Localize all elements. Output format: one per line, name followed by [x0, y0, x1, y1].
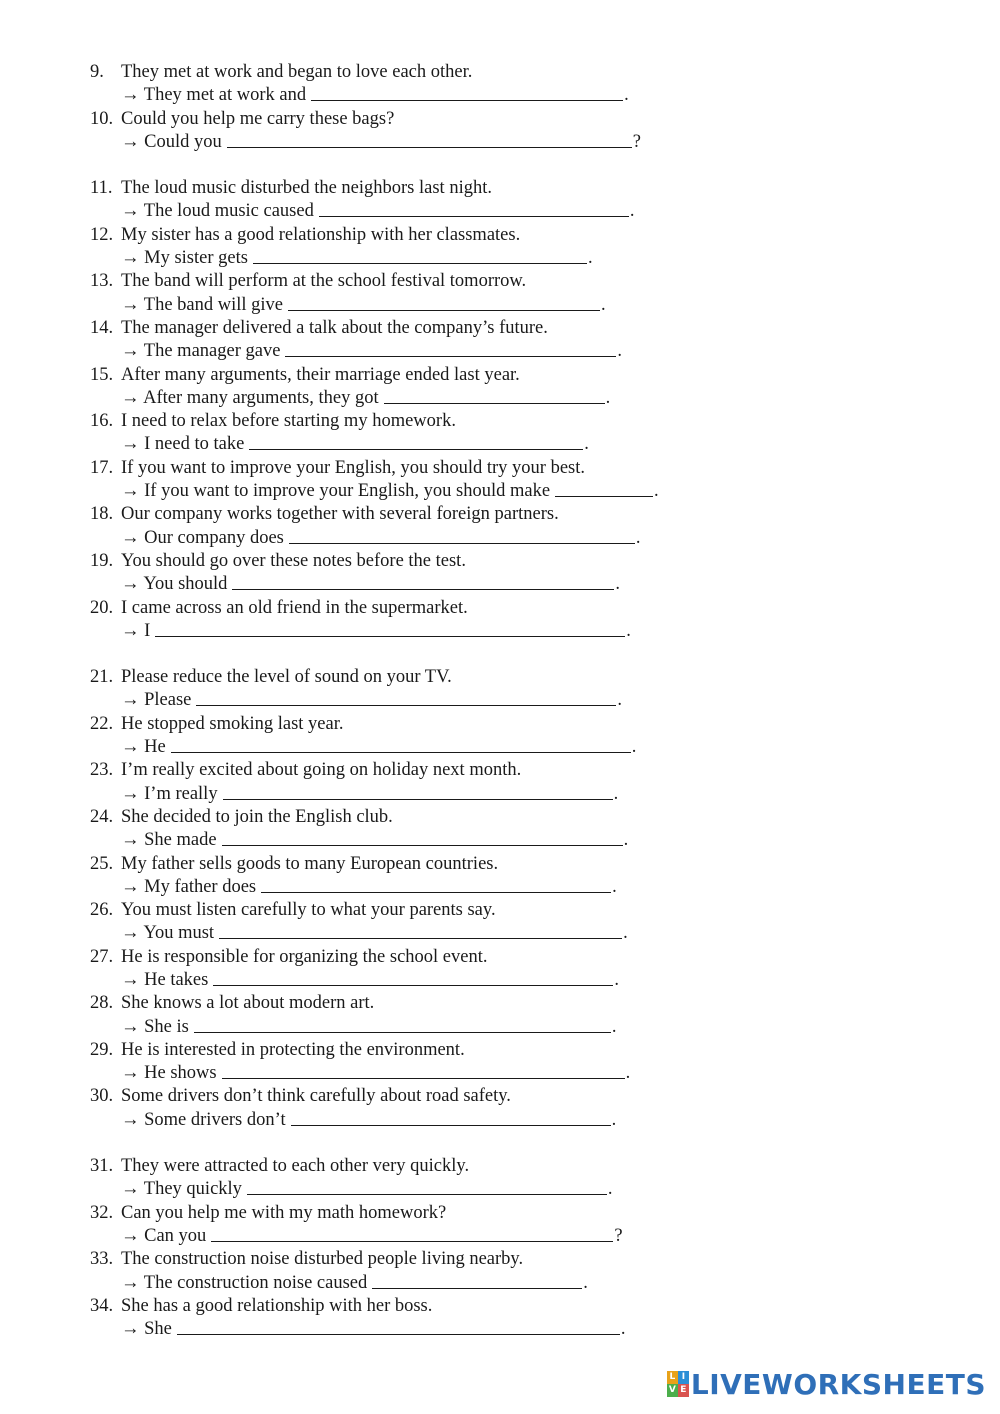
answer-end-mark: ?: [614, 1225, 623, 1246]
answer-prompt: → You should: [121, 574, 228, 595]
question-number: 32.: [90, 1202, 114, 1223]
question-item: [90, 853, 790, 900]
question-number: 26.: [90, 900, 114, 921]
answer-end-mark: .: [583, 1272, 588, 1293]
answer-blank[interactable]: [289, 528, 635, 544]
answer-prompt: → I need to take: [121, 434, 245, 455]
answer-blank[interactable]: [232, 574, 614, 590]
answer-prompt: → I’m really: [121, 783, 218, 804]
answer-blank[interactable]: [372, 1273, 582, 1289]
answer-blank[interactable]: [227, 132, 632, 148]
question-number: 27.: [90, 946, 114, 967]
liveworksheets-logo-icon: [667, 1371, 689, 1397]
answer-prompt: → Can you: [121, 1225, 207, 1246]
answer-blank[interactable]: [155, 621, 625, 637]
question-text: She knows a lot about modern art.: [121, 993, 375, 1014]
question-item: [90, 1248, 790, 1295]
answer-end-mark: .: [613, 783, 619, 804]
answer-prompt: → The construction noise caused: [121, 1272, 368, 1293]
question-item: [90, 1039, 790, 1086]
question-number: 25.: [90, 853, 114, 874]
liveworksheets-logo[interactable]: [667, 1364, 986, 1404]
question-number: 17.: [90, 457, 114, 478]
answer-end-mark: .: [631, 737, 637, 758]
answer-blank[interactable]: [213, 970, 613, 986]
question-item: [90, 992, 790, 1039]
answer-blank[interactable]: [285, 341, 616, 357]
question-item: [90, 597, 790, 644]
question-text: The manager delivered a talk about the company’s future.: [121, 317, 548, 338]
question-text: He is interested in protecting the environment.: [121, 1039, 465, 1060]
question-item: [90, 946, 790, 993]
logo-letter: L: [667, 1371, 678, 1384]
question-text: They were attracted to each other very quickly.: [121, 1156, 470, 1177]
logo-text: LIVEWORKSHEETS: [690, 1367, 986, 1401]
answer-end-mark: .: [611, 1016, 617, 1037]
answer-prompt: → He takes: [121, 969, 209, 990]
answer-prompt: → My father does: [121, 876, 257, 897]
answer-end-mark: .: [617, 341, 623, 362]
answer-blank[interactable]: [223, 784, 613, 800]
question-text: I came across an old friend in the supermarket.: [121, 597, 468, 618]
answer-end-mark: .: [654, 481, 659, 502]
answer-end-mark: .: [635, 527, 641, 548]
worksheet: [90, 61, 790, 1341]
question-number: 18.: [90, 504, 114, 525]
answer-prompt: → Some drivers don’t: [121, 1109, 286, 1130]
question-text: After many arguments, their marriage ended last year.: [121, 364, 520, 385]
question-number: 28.: [90, 993, 114, 1014]
question-number: 12.: [90, 224, 114, 245]
answer-prompt: → The manager gave: [121, 341, 281, 362]
question-number: 29.: [90, 1039, 114, 1060]
answer-end-mark: .: [612, 876, 617, 897]
answer-end-mark: .: [623, 923, 628, 944]
question-item: [90, 224, 790, 271]
answer-blank[interactable]: [261, 877, 611, 893]
answer-prompt: → I: [121, 620, 151, 641]
answer-blank[interactable]: [384, 388, 605, 404]
question-number: 21.: [90, 667, 114, 688]
answer-end-mark: .: [620, 1319, 626, 1340]
question-number: 15.: [90, 364, 114, 385]
answer-end-mark: .: [623, 830, 629, 851]
answer-blank[interactable]: [177, 1319, 620, 1335]
question-item: [90, 806, 790, 853]
answer-blank[interactable]: [222, 1063, 625, 1079]
question-number: 19.: [90, 550, 114, 571]
answer-end-mark: .: [617, 690, 623, 711]
question-text: The loud music disturbed the neighbors last night.: [121, 178, 492, 199]
question-text: If you want to improve your English, you should try your best.: [121, 457, 585, 478]
question-number: 20.: [90, 597, 114, 618]
question-number: 24.: [90, 806, 114, 827]
question-number: 11.: [90, 178, 113, 199]
question-group: [90, 177, 790, 643]
question-item: [90, 317, 790, 364]
question-number: 31.: [90, 1156, 114, 1177]
logo-letter: E: [678, 1384, 689, 1397]
question-group: [90, 666, 790, 1132]
question-text: The construction noise disturbed people living nearby.: [121, 1249, 524, 1270]
answer-blank[interactable]: [253, 248, 587, 264]
question-text: Some drivers don’t think carefully about road safety.: [121, 1086, 511, 1107]
answer-prompt: → Our company does: [121, 527, 284, 548]
answer-end-mark: ?: [632, 131, 641, 152]
answer-blank[interactable]: [171, 737, 631, 753]
question-text: I’m really excited about going on holiday next month.: [121, 760, 522, 781]
answer-prompt: → She made: [121, 830, 217, 851]
question-text: My sister has a good relationship with her classmates.: [121, 224, 521, 245]
question-number: 30.: [90, 1086, 114, 1107]
answer-prompt: → She: [121, 1319, 172, 1340]
answer-blank[interactable]: [555, 481, 653, 497]
question-item: [90, 666, 790, 713]
answer-blank[interactable]: [288, 295, 600, 311]
answer-end-mark: .: [614, 969, 619, 990]
question-text: He stopped smoking last year.: [121, 713, 344, 734]
answer-end-mark: .: [607, 1179, 613, 1200]
answer-blank[interactable]: [249, 434, 583, 450]
question-item: [90, 1295, 790, 1342]
question-item: [90, 410, 790, 457]
answer-end-mark: .: [625, 1063, 631, 1084]
answer-end-mark: .: [626, 620, 631, 641]
answer-prompt: → Please: [121, 690, 192, 711]
answer-prompt: → He shows: [121, 1063, 217, 1084]
answer-end-mark: .: [611, 1109, 617, 1130]
answer-end-mark: .: [601, 294, 606, 315]
answer-prompt: → She is: [121, 1016, 189, 1037]
question-text: He is responsible for organizing the school event.: [121, 946, 488, 967]
answer-blank[interactable]: [291, 1110, 611, 1126]
question-number: 33.: [90, 1249, 114, 1270]
question-item: [90, 1155, 790, 1202]
question-text: Please reduce the level of sound on your TV.: [121, 667, 452, 688]
answer-prompt: → The loud music caused: [121, 201, 314, 222]
answer-prompt: → The band will give: [121, 294, 284, 315]
answer-prompt: → After many arguments, they got: [121, 387, 379, 408]
question-item: [90, 899, 790, 946]
question-text: Our company works together with several foreign partners.: [121, 504, 559, 525]
question-text: She has a good relationship with her boss.: [121, 1295, 433, 1316]
question-item: [90, 177, 790, 224]
question-number: 34.: [90, 1295, 114, 1316]
question-text: She decided to join the English club.: [121, 806, 393, 827]
logo-letter: V: [667, 1384, 678, 1397]
answer-blank[interactable]: [219, 923, 622, 939]
question-number: 23.: [90, 760, 114, 781]
question-text: You must listen carefully to what your parents say.: [121, 900, 496, 921]
answer-prompt: → You must: [121, 923, 215, 944]
question-text: The band will perform at the school festival tomorrow.: [121, 271, 527, 292]
answer-blank[interactable]: [311, 85, 623, 101]
answer-end-mark: .: [605, 387, 611, 408]
answer-end-mark: .: [587, 248, 593, 269]
answer-end-mark: .: [624, 85, 629, 106]
question-text: My father sells goods to many European countries.: [121, 853, 499, 874]
answer-prompt: → If you want to improve your English, you should make: [121, 481, 551, 502]
answer-blank[interactable]: [196, 690, 616, 706]
question-item: [90, 550, 790, 597]
answer-blank[interactable]: [222, 830, 623, 846]
question-item: [90, 713, 790, 760]
question-number: 13.: [90, 271, 114, 292]
question-item: [90, 61, 790, 108]
answer-end-mark: .: [629, 201, 635, 222]
answer-blank[interactable]: [211, 1226, 613, 1242]
answer-prompt: → My sister gets: [121, 248, 248, 269]
answer-blank[interactable]: [319, 201, 629, 217]
answer-blank[interactable]: [247, 1179, 607, 1195]
question-text: Can you help me with my math homework?: [121, 1202, 447, 1223]
question-text: Could you help me carry these bags?: [121, 108, 395, 129]
answer-prompt: → They quickly: [121, 1179, 242, 1200]
logo-letter: I: [678, 1371, 689, 1384]
question-number: 10.: [90, 108, 114, 129]
answer-prompt: → They met at work and: [121, 85, 307, 106]
question-item: [90, 457, 790, 504]
question-group: [90, 1155, 790, 1341]
question-item: [90, 759, 790, 806]
question-item: [90, 1085, 790, 1132]
question-number: 16.: [90, 411, 114, 432]
question-item: [90, 270, 790, 317]
answer-blank[interactable]: [194, 1017, 611, 1033]
question-item: [90, 364, 790, 411]
question-group: [90, 61, 790, 154]
question-item: [90, 503, 790, 550]
answer-end-mark: .: [584, 434, 589, 455]
answer-prompt: → Could you: [121, 131, 222, 152]
question-item: [90, 1202, 790, 1249]
question-number: 9.: [90, 62, 104, 82]
question-text: They met at work and began to love each other.: [121, 62, 473, 82]
question-number: 14.: [90, 317, 114, 338]
question-text: You should go over these notes before the test.: [121, 550, 466, 571]
question-number: 22.: [90, 713, 114, 734]
question-text: I need to relax before starting my homework.: [121, 411, 456, 432]
answer-end-mark: .: [615, 574, 621, 595]
question-item: [90, 108, 790, 155]
answer-prompt: → He: [121, 737, 166, 758]
